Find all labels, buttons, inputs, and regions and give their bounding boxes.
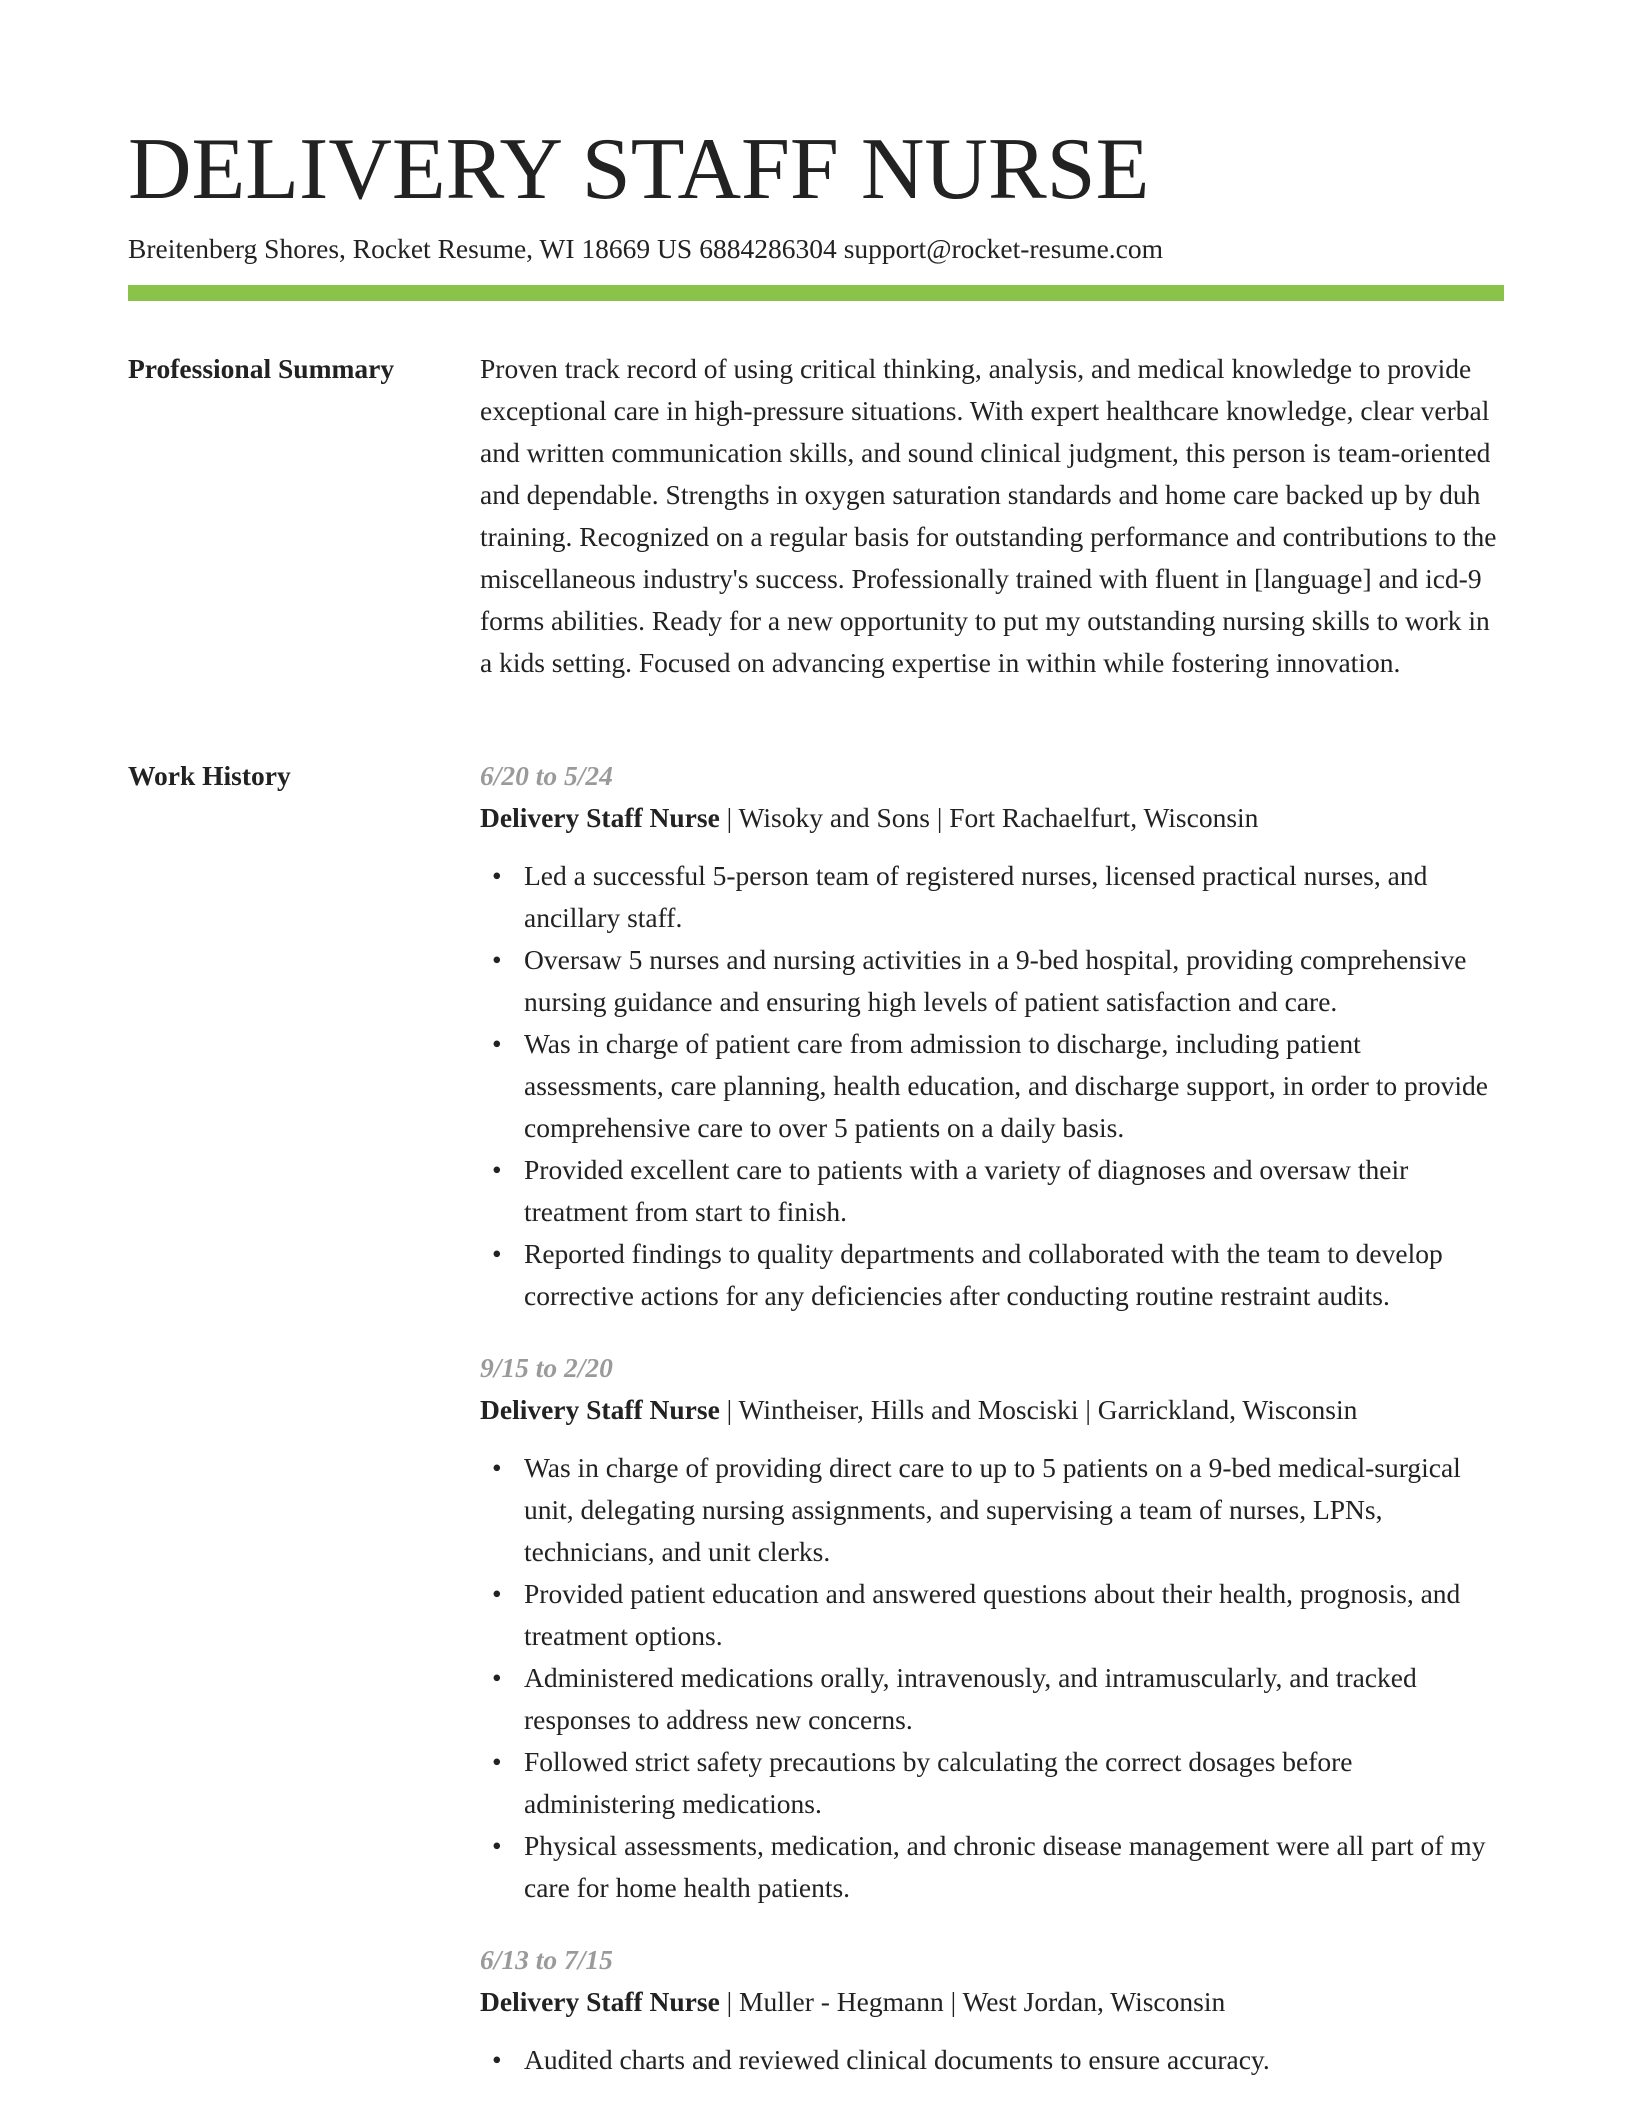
job-bullet: • Was in charge of providing direct care to up to 5 patients on a 9-bed medical-surgical unit, delegating nursing assignments, and supervising a team of nurses, LPNs, technicians, and unit clerks.	[524, 1447, 1504, 1573]
job-dates: 9/15 to 2/20	[480, 1352, 613, 1383]
job-bullet: • Was in charge of patient care from admission to discharge, including patient assessments, care planning, health education, and discharge support, in order to provide comprehensive care to over 5 patients on a daily basis.	[524, 1023, 1504, 1149]
job-title: Delivery Staff Nurse	[480, 1986, 720, 2017]
job-bullet: • Administered medications orally, intravenously, and intramuscularly, and tracked responses to address new concerns.	[524, 1657, 1504, 1741]
job-bullets	[480, 2039, 1504, 2081]
job-bullets	[480, 1447, 1504, 1909]
job-line	[480, 797, 1504, 839]
job-bullet: • Provided patient education and answered questions about their health, prognosis, and treatment options.	[524, 1573, 1504, 1657]
job-bullet: • Led a successful 5-person team of registered nurses, licensed practical nurses, and ancillary staff.	[524, 855, 1504, 939]
job-title: Delivery Staff Nurse	[480, 1394, 720, 1425]
resume-name: DELIVERY STAFF NURSE	[128, 121, 1150, 218]
contact-email: support@rocket-resume.com	[843, 233, 1164, 264]
summary-section	[480, 348, 1504, 684]
work-history-section	[480, 755, 1504, 2081]
job-bullet: • Followed strict safety precautions by calculating the correct dosages before administering medications.	[524, 1741, 1504, 1825]
job-line	[480, 1981, 1504, 2023]
job-dates: 6/13 to 7/15	[480, 1944, 613, 1975]
summary-text: Proven track record of using critical thinking, analysis, and medical knowledge to provide exceptional care in high-pressure situations. With expert healthcare knowledge, clear verbal and written communication skills, and sound clinical judgment, this person is team-oriented and dependable. Strengths in oxygen saturation standards and home care backed up by duh training. Recognized on a regular basis for outstanding performance and contributions to the miscellaneous industry's success. Professionally trained with fluent in [language] and icd-9 forms abilities. Ready for a new opportunity to put my outstanding nursing skills to work in a kids setting. Focused on advancing expertise in within while fostering innovation.	[480, 353, 1497, 678]
summary-heading: Professional Summary	[128, 353, 395, 384]
job-bullet: • Provided excellent care to patients with a variety of diagnoses and oversaw their treatment from start to finish.	[524, 1149, 1504, 1233]
job-entry	[480, 1939, 1504, 2081]
job-bullet: • Audited charts and reviewed clinical documents to ensure accuracy.	[524, 2039, 1504, 2081]
work-history-heading: Work History	[128, 760, 291, 791]
job-bullets	[480, 855, 1504, 1317]
job-bullet: • Reported findings to quality departments and collaborated with the team to develop corrective actions for any deficiencies after conducting routine restraint audits.	[524, 1233, 1504, 1317]
job-details: | Wisoky and Sons | Fort Rachaelfurt, Wisconsin	[719, 802, 1259, 833]
accent-divider	[128, 285, 1504, 301]
job-bullet: • Oversaw 5 nurses and nursing activities in a 9-bed hospital, providing comprehensive nursing guidance and ensuring high levels of patient satisfaction and care.	[524, 939, 1504, 1023]
job-entry	[480, 755, 1504, 1317]
job-dates: 6/20 to 5/24	[480, 760, 613, 791]
job-details: | Muller - Hegmann | West Jordan, Wisconsin	[719, 1986, 1226, 2017]
job-entry	[480, 1347, 1504, 1909]
job-bullet: • Physical assessments, medication, and chronic disease management were all part of my care for home health patients.	[524, 1825, 1504, 1909]
job-details: | Wintheiser, Hills and Mosciski | Garrickland, Wisconsin	[719, 1394, 1358, 1425]
contact-address: Breitenberg Shores, Rocket Resume, WI 18669 US	[128, 233, 693, 264]
job-line	[480, 1389, 1504, 1431]
contact-phone: 6884286304	[699, 233, 837, 264]
contact-line	[128, 231, 1163, 267]
job-title: Delivery Staff Nurse	[480, 802, 720, 833]
